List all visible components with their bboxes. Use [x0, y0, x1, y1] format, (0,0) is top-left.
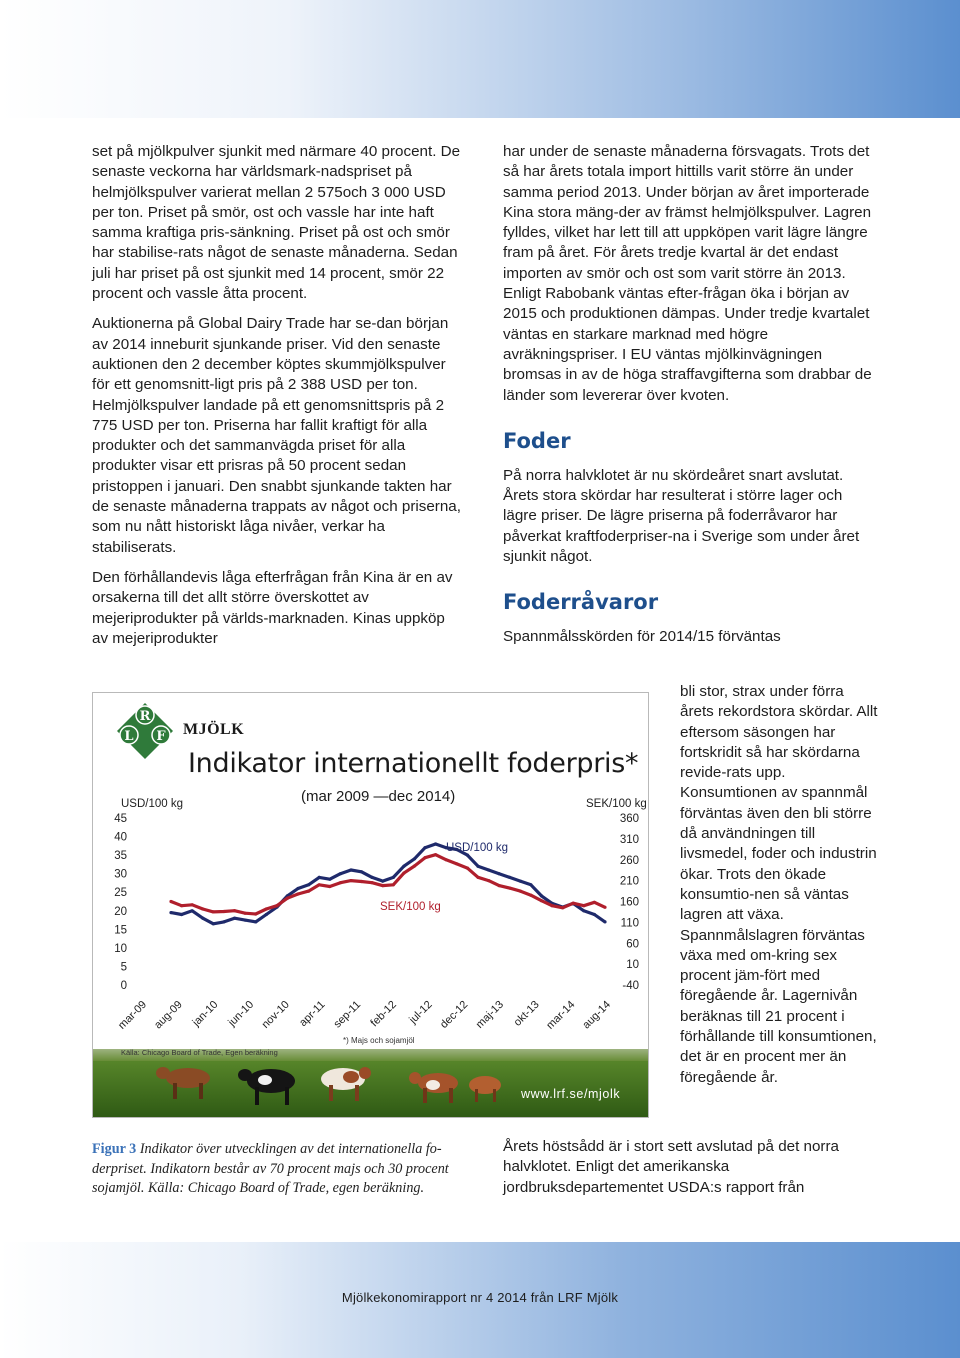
left-tick-label: 5 [120, 961, 127, 974]
chart-title: Indikator internationellt foderpris* [188, 748, 639, 779]
data-point [169, 911, 172, 914]
data-point [233, 909, 236, 912]
left-tick-label: 10 [114, 942, 127, 955]
left-axis-unit: USD/100 kg [121, 798, 184, 810]
data-point [265, 907, 268, 910]
data-point [328, 885, 331, 888]
x-tick-label: mar-09 [115, 998, 150, 1032]
data-point [582, 904, 585, 907]
left-tick-label: 45 [114, 813, 127, 825]
x-tick-label: jun-10 [226, 998, 257, 1029]
x-tick-label: aug-09 [152, 998, 185, 1032]
paragraph: Den förhållandevis låga efterfrågan från Kina är en av orsakerna till det allt större överskottet av mejeriprodukter på världs-marknaden. Kinas uppköp av mejeriprodukter [92, 568, 453, 647]
data-point [487, 868, 490, 871]
data-point [603, 906, 606, 909]
data-point [360, 880, 363, 883]
x-tick-label: jan-10 [190, 998, 221, 1029]
right-tick-label: 110 [620, 917, 639, 930]
data-point [296, 887, 299, 890]
data-point [201, 907, 204, 910]
source-note: Källa: Chicago Board of Trade, Egen beräkning [121, 1048, 278, 1057]
data-point [540, 894, 543, 897]
data-point [307, 883, 310, 886]
right-tick-label: -40 [622, 980, 639, 992]
logo-letter-r: R [139, 709, 151, 724]
left-tick-label: 15 [114, 924, 127, 937]
right-tick-label: 10 [626, 959, 639, 972]
text-column-bottom [503, 1137, 875, 1198]
paragraph: På norra halvklotet är nu skördeåret snart avslutat. Årets stora skördar har resulterat i större lager och lägre priser. De lägre priserna på foderråvaror har påverkat kraftfoderpriser-na i Sverige som under året sjunkit något. [503, 466, 860, 566]
data-point [254, 920, 257, 923]
data-point [328, 878, 331, 881]
data-point [402, 865, 405, 868]
data-point [244, 919, 247, 922]
data-point [498, 872, 501, 875]
x-tick-label: mar-14 [544, 998, 578, 1032]
data-point [476, 865, 479, 868]
data-point [487, 879, 490, 882]
data-point [434, 853, 437, 856]
data-point [371, 881, 374, 884]
data-point [265, 913, 268, 916]
data-point [212, 910, 215, 913]
x-tick-label: feb-12 [368, 998, 399, 1030]
paragraph: Auktionerna på Global Dairy Trade har se-dan början av 2014 inneburit sjunkande priser. Vid den senaste auktionen den 2 december köptes skummjölkspulver för ett genomsnitt-ligt pris på 2 388 USD per ton. Helmjölkspulver landade på ett genomsnittspris på 2 775 USD per ton. Priserna har fallit kraftigt för alla produkter och det sammanvägda priset för alla produkter visar ett prisras på 50 procent sedan pristoppen i januari. Den snabbt sjunkande takten har de senaste månaderna trappats av något och priserna, som nu nått historiskt låga nivåer, verkar ha stabiliserats. [92, 315, 461, 556]
data-point [572, 902, 575, 905]
data-point [233, 917, 236, 920]
data-point [476, 876, 479, 879]
left-tick-label: 30 [114, 868, 127, 881]
paragraph: bli stor, strax under förra årets rekordstora skördar. Allt eftersom säsongen har fortskridit så har skördarna revide-rats upp. Konsumtionen av spannmål förväntas även den bli större då användningen till livsmedel, foder och industrin ökar. Trots den ökade konsumtio-nen så väntas lagren att växa. Spannmålslagren förväntas växa med om-kring sex procent jäm-fört med föregående år. Lagernivån beräknas till 21 procent i förhållande till konsumtionen, det är en procent mer än föregående år. [680, 683, 878, 1086]
logo-letter-f: F [156, 729, 166, 744]
figure-caption [92, 1140, 472, 1199]
data-point [582, 909, 585, 912]
data-point [180, 904, 183, 907]
data-point [508, 887, 511, 890]
left-axis [114, 813, 127, 992]
x-axis [116, 999, 613, 1032]
data-point [212, 922, 215, 925]
chart-figure [92, 692, 649, 1118]
chart-subtitle: (mar 2009 —dec 2014) [301, 788, 456, 805]
right-tick-label: 260 [619, 854, 639, 867]
left-tick-label: 35 [114, 850, 127, 863]
data-point [307, 890, 310, 893]
data-point [381, 884, 384, 887]
data-point [296, 892, 299, 895]
x-tick-label: apr-11 [297, 998, 328, 1030]
data-point [392, 876, 395, 879]
data-point [551, 904, 554, 907]
data-point [423, 856, 426, 859]
data-point [360, 870, 363, 873]
figure-caption-text: Indikator över utvecklingen av det internationella fo-derpriset. Indikatorn består av 70 procent majs och 30 procent sojamjöl. Källa: Chicago Board of Trade, egen beräkning. [92, 1141, 449, 1196]
data-point [392, 883, 395, 886]
data-point [169, 900, 172, 903]
data-point [318, 883, 321, 886]
data-point [244, 912, 247, 915]
data-point [423, 846, 426, 849]
left-tick-label: 0 [120, 980, 127, 992]
figure-label: Figur 3 [92, 1141, 137, 1157]
data-point [275, 904, 278, 907]
series-label-sek: SEK/100 kg [380, 901, 441, 913]
data-point [339, 881, 342, 884]
data-point [455, 862, 458, 865]
right-tick-label: 160 [619, 896, 639, 909]
right-tick-label: 310 [619, 833, 639, 846]
right-axis [620, 813, 639, 992]
right-axis-unit: SEK/100 kg [586, 798, 647, 810]
data-point [529, 883, 532, 886]
x-tick-label: dec-12 [438, 998, 471, 1031]
data-point [413, 864, 416, 867]
data-point [466, 867, 469, 870]
section-heading-foderravaror: Foderråvaror [503, 590, 659, 615]
data-point [402, 872, 405, 875]
data-point [349, 868, 352, 871]
data-point [201, 917, 204, 920]
brand-label: MJÖLK [183, 721, 245, 738]
data-point [519, 880, 522, 883]
text-column-right [503, 142, 875, 648]
data-point [434, 842, 437, 845]
right-tick-label: 360 [619, 813, 639, 825]
left-tick-label: 25 [114, 887, 127, 900]
right-tick-label: 60 [626, 938, 639, 951]
data-point [381, 880, 384, 883]
text-column-left [92, 142, 462, 649]
paragraph: set på mjölkpulver sjunkit med närmare 40 procent. De senaste veckorna har världsmark-nadspriset på helmjölkspulver varierat mellan 2 575och 3 000 USD per ton. Priset på smör, ost och vassle har inte haft samma kraftiga pris-sänkning. Priset på ost och smör har stabilise-rats något de senaste månaderna. Sedan juli har priset på ost sjunkit med 14 procent, smör 22 procent och vassle åtta procent. [92, 143, 461, 303]
data-point [191, 903, 194, 906]
data-point [561, 906, 564, 909]
x-tick-label: sep-11 [331, 998, 364, 1031]
x-tick-label: okt-13 [511, 998, 542, 1029]
x-tick-label: jul-12 [407, 998, 435, 1027]
footer-text: Mjölkekonomirapport nr 4 2014 från LRF Mjölk [341, 1290, 619, 1305]
data-point [445, 858, 448, 861]
text-column-narrow [680, 682, 880, 1088]
logo-letter-l: L [124, 729, 134, 744]
data-point [286, 897, 289, 900]
data-point [371, 876, 374, 879]
data-point [540, 899, 543, 902]
data-point [180, 913, 183, 916]
data-point [339, 872, 342, 875]
x-tick-label: maj-13 [473, 998, 507, 1031]
left-tick-label: 20 [114, 905, 127, 918]
section-heading-foder: Foder [503, 428, 571, 453]
data-point [519, 890, 522, 893]
cow-pasture-photo [93, 1049, 648, 1117]
data-point [593, 901, 596, 904]
footnote: *) Majs och sojamjöl [343, 1036, 415, 1045]
data-point [603, 920, 606, 923]
data-point [593, 913, 596, 916]
paragraph-intro: Spannmålsskörden för 2014/15 förväntas [503, 628, 781, 646]
lrf-logo [117, 703, 173, 759]
paragraph: har under de senaste månaderna försvagats. Trots det så har årets totala import hittills varit större än under samma period 2013. Under början av året importerade Kina stora mäng-der av främst helmjölkspulver. Lagren fylldes, vilket har lett till att uppköpen varit lägre längre fram på året. För årets tredje kvartal är det endast importen av smör och ost som varit större än 2013. Enligt Rabobank väntas efter-frågan öka i början av 2015 och produktionen dämpas. Under tredje kvartalet väntas en starkare marknad med högre avräkningspriser. I EU väntas mjölkinvägningen bromsas in av de höga straffavgifterna som drabbar de länder som levererar över kvoten. [503, 143, 872, 404]
data-point [318, 876, 321, 879]
top-band [0, 0, 960, 118]
series-label-usd: USD/100 kg [446, 842, 509, 854]
data-point [349, 879, 352, 882]
data-point [254, 912, 257, 915]
data-point [222, 920, 225, 923]
x-tick-label: aug-14 [580, 998, 614, 1032]
data-point [413, 857, 416, 860]
left-tick-label: 40 [114, 831, 127, 844]
paragraph: Årets höstsådd är i stort sett avslutad på det norra halvklotet. Enligt det amerikanska jordbruksdepartementet USDA:s rapport från [503, 1138, 839, 1196]
x-tick-label: nov-10 [259, 998, 292, 1031]
data-point [498, 884, 501, 887]
data-point [508, 876, 511, 879]
data-point [222, 910, 225, 913]
right-tick-label: 210 [619, 875, 639, 888]
website-link[interactable]: www.lrf.se/mjolk [521, 1087, 621, 1101]
data-point [191, 909, 194, 912]
data-point [529, 894, 532, 897]
